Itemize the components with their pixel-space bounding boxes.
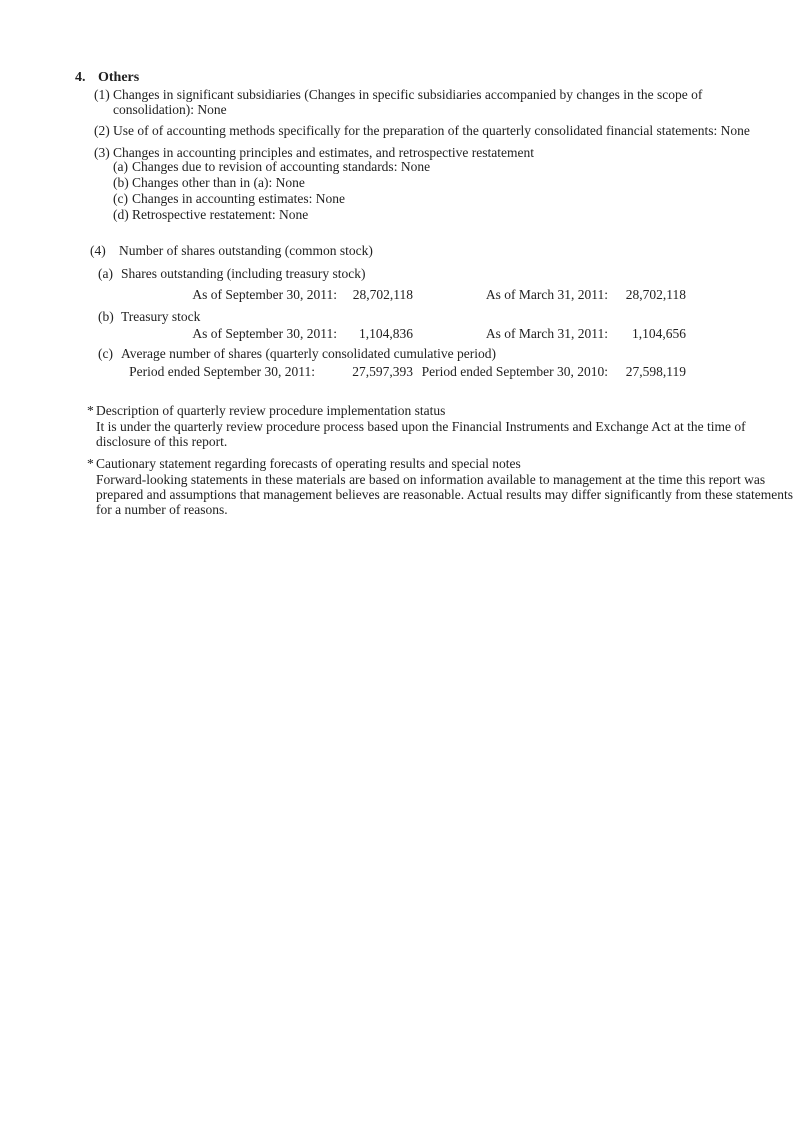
note-body-line: disclosure of this report.	[96, 434, 228, 449]
sub-item-4c	[98, 346, 496, 361]
row-value-left: 27,597,393	[352, 364, 413, 379]
sub-item-3c	[113, 191, 345, 206]
sub-item-number: (b)	[98, 309, 114, 324]
note-title-text: Description of quarterly review procedure implementation status	[96, 403, 446, 418]
list-item-line	[94, 87, 702, 102]
note-body-line: prepared and assumptions that management believes are reasonable. Actual results may differ significantly from these statements	[96, 487, 794, 502]
row-label-right: Period ended September 30, 2010:	[421, 364, 608, 379]
note-body-line: for a number of reasons.	[96, 502, 228, 517]
item-text: Number of shares outstanding (common stock)	[119, 243, 373, 258]
sub-item-text: Changes due to revision of accounting standards: None	[132, 159, 431, 174]
list-item-2	[94, 123, 750, 138]
sub-item-number: (c)	[98, 346, 113, 361]
row-label-right: As of March 31, 2011:	[485, 326, 608, 341]
item-number: (1)	[94, 87, 110, 102]
row-label-left: As of September 30, 2011:	[192, 287, 337, 302]
row-label-right: As of March 31, 2011:	[485, 287, 608, 302]
sub-item-3b	[113, 175, 305, 190]
sub-item-3a	[113, 159, 430, 174]
sub-item-number: (c)	[113, 191, 128, 206]
list-item-1	[94, 87, 702, 117]
note-cautionary-body	[96, 472, 793, 517]
row-value-right: 27,598,119	[625, 364, 686, 379]
note-body-line: It is under the quarterly review procedure process based upon the Financial Instruments and Exchange Act at the time of	[96, 419, 746, 434]
sub-item-number: (d)	[113, 207, 129, 222]
sub-item-text: Changes other than in (a): None	[132, 175, 305, 190]
asterisk-marker: *	[87, 403, 94, 418]
row-value-left: 1,104,836	[359, 326, 413, 341]
row-value-right: 1,104,656	[632, 326, 686, 341]
row-label-left: Period ended September 30, 2011:	[129, 364, 315, 379]
item-text: Use of of accounting methods specifically for the preparation of the quarterly consolidated financial statements: None	[113, 123, 750, 138]
note-title-text: Cautionary statement regarding forecasts of operating results and special notes	[96, 456, 521, 471]
row-value-right: 28,702,118	[625, 287, 686, 302]
item-number: (4)	[90, 243, 106, 258]
list-item-3	[94, 145, 534, 160]
section-number: 4.	[75, 70, 86, 85]
sub-item-text: Changes in accounting estimates: None	[132, 191, 345, 206]
section-heading	[75, 70, 139, 86]
sub-item-text: Average number of shares (quarterly consolidated cumulative period)	[121, 346, 496, 361]
note-cautionary-title	[87, 456, 521, 471]
item-text: Changes in significant subsidiaries (Changes in specific subsidiaries accompanied by changes in the scope of	[113, 87, 703, 102]
sub-item-number: (a)	[113, 159, 128, 174]
shares-outstanding-row	[0, 287, 700, 302]
sub-item-number: (a)	[98, 266, 113, 281]
sub-item-text: Retrospective restatement: None	[132, 207, 309, 222]
list-item-4	[90, 243, 373, 258]
sub-item-4a	[98, 266, 365, 281]
sub-item-3d	[113, 207, 308, 222]
row-label-left: As of September 30, 2011:	[192, 326, 337, 341]
sub-item-4b	[98, 309, 200, 324]
sub-item-text: Shares outstanding (including treasury stock)	[121, 266, 366, 281]
sub-item-text: Treasury stock	[121, 309, 201, 324]
row-value-left: 28,702,118	[352, 287, 413, 302]
item-number: (3)	[94, 145, 110, 160]
average-shares-row	[0, 364, 700, 379]
note-review-body	[96, 419, 746, 449]
treasury-stock-row	[0, 326, 700, 341]
asterisk-marker: *	[87, 456, 94, 471]
note-body-line: Forward-looking statements in these materials are based on information available to management at the time this report was	[96, 472, 766, 487]
sub-item-number: (b)	[113, 175, 129, 190]
item-text-continued: consolidation): None	[113, 102, 227, 117]
section-title: Others	[98, 70, 140, 85]
item-text: Changes in accounting principles and estimates, and retrospective restatement	[113, 145, 534, 160]
note-review-title	[87, 403, 445, 418]
item-number: (2)	[94, 123, 110, 138]
